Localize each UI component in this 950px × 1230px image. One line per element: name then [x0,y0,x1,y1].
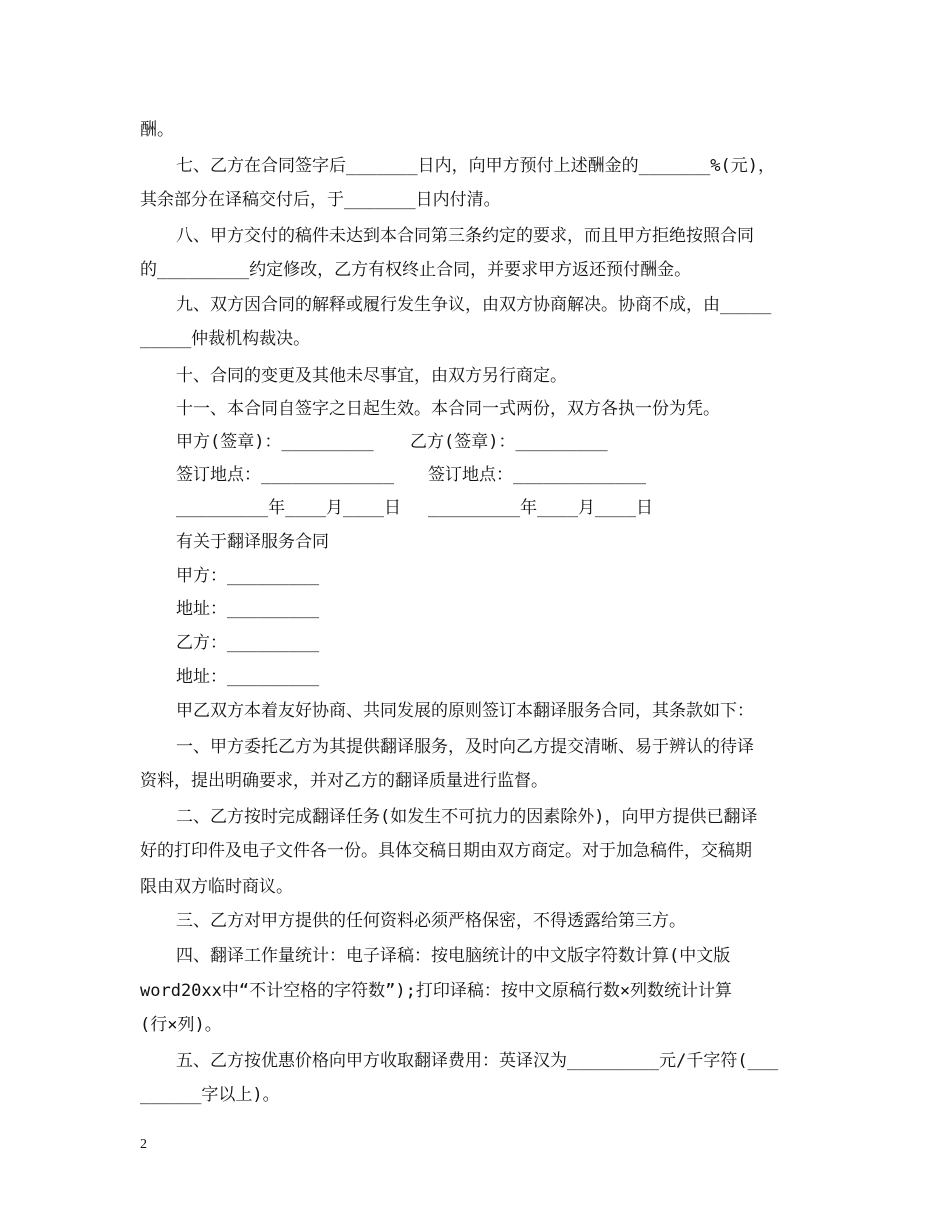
clause-5-line-2: ______字以上)。 [140,1085,280,1105]
clause-4-line-1: 四、翻译工作量统计：电子译稿：按电脑统计的中文版字符数计算(中文版 [176,946,731,966]
clause-9-line-1: 九、双方因合同的解释或履行发生争议，由双方协商解决。协商不成，由_____ [176,295,772,315]
clause-2-line-2: 好的打印件及电子文件各一份。具体交稿日期由双方商定。对于加急稿件，交稿期 [140,841,752,861]
party-a-address-field: 地址：_________ [176,599,320,619]
party-a-sign-date: _________年____月____日 [176,498,401,518]
clause-7-line-2: 其余部分在译稿交付后，于_______日内付清。 [140,190,501,210]
clause-2-line-3: 限由双方临时商议。 [140,877,293,897]
clause-3: 三、乙方对甲方提供的任何资料必须严格保密，不得透露给第三方。 [176,911,686,931]
party-a-signature: 甲方(签章)：_________ [176,432,374,452]
party-b-sign-date: _________年____月____日 [428,498,653,518]
party-b-field: 乙方：_________ [176,633,320,653]
clause-4-line-2: word20xx中“不计空格的字符数”);打印译稿：按中文原稿行数×列数统计计算 [140,981,733,1001]
contract-title: 有关于翻译服务合同 [176,532,329,552]
clause-8-line-1: 八、甲方交付的稿件未达到本合同第三条约定的要求，而且甲方拒绝按照合同 [176,226,754,246]
party-b-signature: 乙方(签章)：_________ [410,432,608,452]
party-a-sign-place: 签订地点：_____________ [176,465,395,485]
clause-4-line-3: (行×列)。 [140,1015,222,1035]
preamble: 甲乙双方本着友好协商、共同发展的原则签订本翻译服务合同，其条款如下： [176,701,754,721]
clause-8-line-2: 的_________约定修改，乙方有权终止合同，并要求甲方返还预付酬金。 [140,260,692,280]
clause-2-line-1: 二、乙方按时完成翻译任务(如发生不可抗力的因素除外)，向甲方提供已翻译 [176,807,758,827]
party-a-field: 甲方：_________ [176,566,320,586]
clause-5-line-1: 五、乙方按优惠价格向甲方收取翻译费用：英译汉为_________元/千字符(___ [176,1051,779,1071]
party-b-sign-place: 签订地点：_____________ [428,465,647,485]
clause-1-line-1: 一、甲方委托乙方为其提供翻译服务，及时向乙方提交清晰、易于辨认的待译 [176,737,754,757]
clause-10: 十、合同的变更及其他未尽事宜，由双方另行商定。 [176,366,567,386]
clause-7-line-1: 七、乙方在合同签字后_______日内，向甲方预付上述酬金的_______%(元)， [176,156,775,176]
clause-11: 十一、本合同自签字之日起生效。本合同一式两份，双方各执一份为凭。 [176,399,720,419]
clause-9-line-2: _____仲裁机构裁决。 [140,329,311,349]
page-number: 2 [140,1137,147,1152]
clause-1-line-2: 资料，提出明确要求，并对乙方的翻译质量进行监督。 [140,771,548,791]
clause-continuation: 酬。 [140,120,174,140]
party-b-address-field: 地址：_________ [176,667,320,687]
